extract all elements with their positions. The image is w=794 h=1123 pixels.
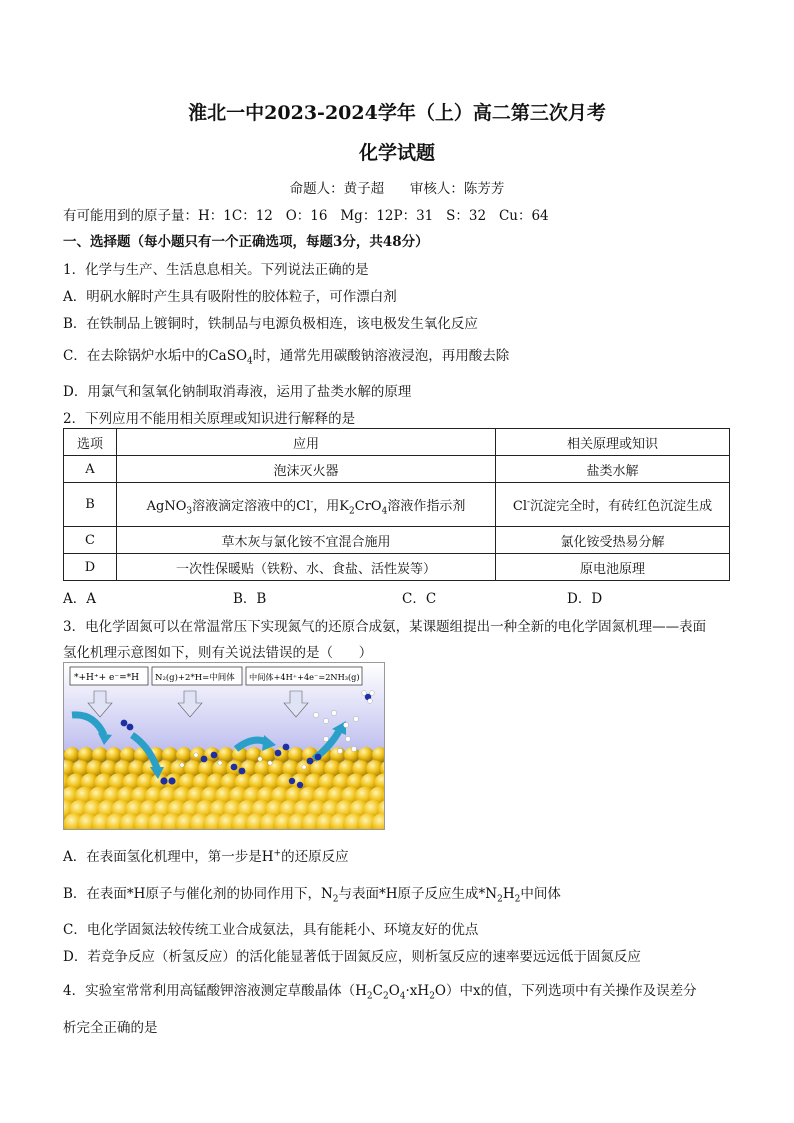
- table-cell: 氯化铵受热易分解: [496, 527, 730, 554]
- q3-option-a: A．在表面氢化机理中，第一步是H+的还原反应: [63, 848, 349, 865]
- mechanism-illustration: [64, 663, 384, 829]
- exam-subtitle: 化学试题: [358, 142, 435, 164]
- step2-label: N₂(g)+2*H=中间体: [155, 673, 235, 683]
- table-cell: B: [64, 483, 117, 527]
- q2-choice-d: D．D: [567, 591, 603, 607]
- atomic-masses: 有可能用到的原子量：H：1C：12 O：16 Mg：12P：31 S：32 Cu：64: [63, 208, 549, 224]
- q3-option-d: D．若竞争反应（析氢反应）的活化能显著低于固氮反应，则析氢反应的速率要远远低于固氮反应: [63, 949, 641, 965]
- q1-option-a: A．明矾水解时产生具有吸附性的胶体粒子，可作漂白剂: [63, 289, 397, 305]
- section-heading: 一、选择题（每小题只有一个正确选项，每题3分，共48分）: [63, 234, 429, 250]
- table-cell: 盐类水解: [496, 456, 730, 483]
- table-row: [64, 483, 730, 527]
- table-cell: A: [64, 456, 117, 483]
- q4-stem-line2: 析完全正确的是: [63, 1020, 158, 1036]
- step3-label: 中间体+4H⁺+4e⁻=2NH₃(g): [249, 672, 360, 682]
- q1-option-b: B．在铁制品上镀铜时，铁制品与电源负极相连，该电极发生氧化反应: [63, 316, 478, 332]
- q1-option-c: C．在去除锅炉水垢中的CaSO$_4$时，通常先用碳酸钠溶液浸泡，再用酸去除: [63, 348, 510, 367]
- table-cell: 草木灰与氯化铵不宜混合施用: [117, 527, 496, 554]
- step1-label: *+H⁺+ e⁻=*H: [74, 673, 140, 683]
- table-cell: 一次性保暖贴（铁粉、水、食盐、活性炭等）: [117, 554, 496, 581]
- table-row: [64, 456, 730, 483]
- q4-stem-line1: 4．实验室常常利用高锰酸钾溶液测定草酸晶体$(H_2C_2O_4\cdot xH_2O)$中x的值，下列选项中有关操作及误差分: [63, 983, 697, 1002]
- table-cell: AgNO$_3$溶液滴定溶液中的Cl-，用$K_2CrO_4$溶液作指示剂: [117, 483, 496, 527]
- q2-choice-a: A．A: [63, 591, 96, 607]
- table-row: [64, 554, 730, 581]
- q2-stem: 2．下列应用不能用相关原理或知识进行解释的是: [63, 411, 356, 427]
- table-cell: C: [64, 527, 117, 554]
- table-cell: 泡沫灭火器: [117, 456, 496, 483]
- table-cell: Cl-沉淀完全时，有砖红色沉淀生成: [496, 483, 730, 527]
- authors-line: 命题人：黄子超 审核人：陈芳芳: [289, 181, 505, 197]
- q3-option-c: C．电化学固氮法较传统工业合成氨法，具有能耗小、环境友好的优点: [63, 922, 479, 938]
- exam-title: 淮北一中2023-2024学年（上）高二第三次月考: [188, 102, 606, 124]
- q2-table: [63, 428, 730, 581]
- q2-choice-c: C．C: [402, 591, 437, 607]
- mechanism-figure: [63, 662, 385, 830]
- table-row: [64, 527, 730, 554]
- q3-option-b: B．在表面*H原子与催化剂的协同作用下，$N_2$与表面*H原子反应生成$*N_2H_2$中间体: [63, 886, 561, 905]
- q2-choice-b: B．B: [233, 591, 267, 607]
- table-header: 选项: [64, 429, 117, 456]
- q1-stem: 1．化学与生产、生活息息相关。下列说法正确的是: [63, 262, 369, 278]
- q3-stem-line1: 3．电化学固氮可以在常温常压下实现氮气的还原合成氨，某课题组提出一种全新的电化学固氮机理——表面: [63, 619, 707, 635]
- q1-option-d: D．用氯气和氢氧化钠制取消毒液，运用了盐类水解的原理: [63, 384, 412, 400]
- table-header: 应用: [117, 429, 496, 456]
- table-cell: D: [64, 554, 117, 581]
- q3-stem-line2: 氢化机理示意图如下，则有关说法错误的是（ ）: [63, 645, 373, 661]
- table-header: 相关原理或知识: [496, 429, 730, 456]
- table-cell: 原电池原理: [496, 554, 730, 581]
- table-header-row: [64, 429, 730, 456]
